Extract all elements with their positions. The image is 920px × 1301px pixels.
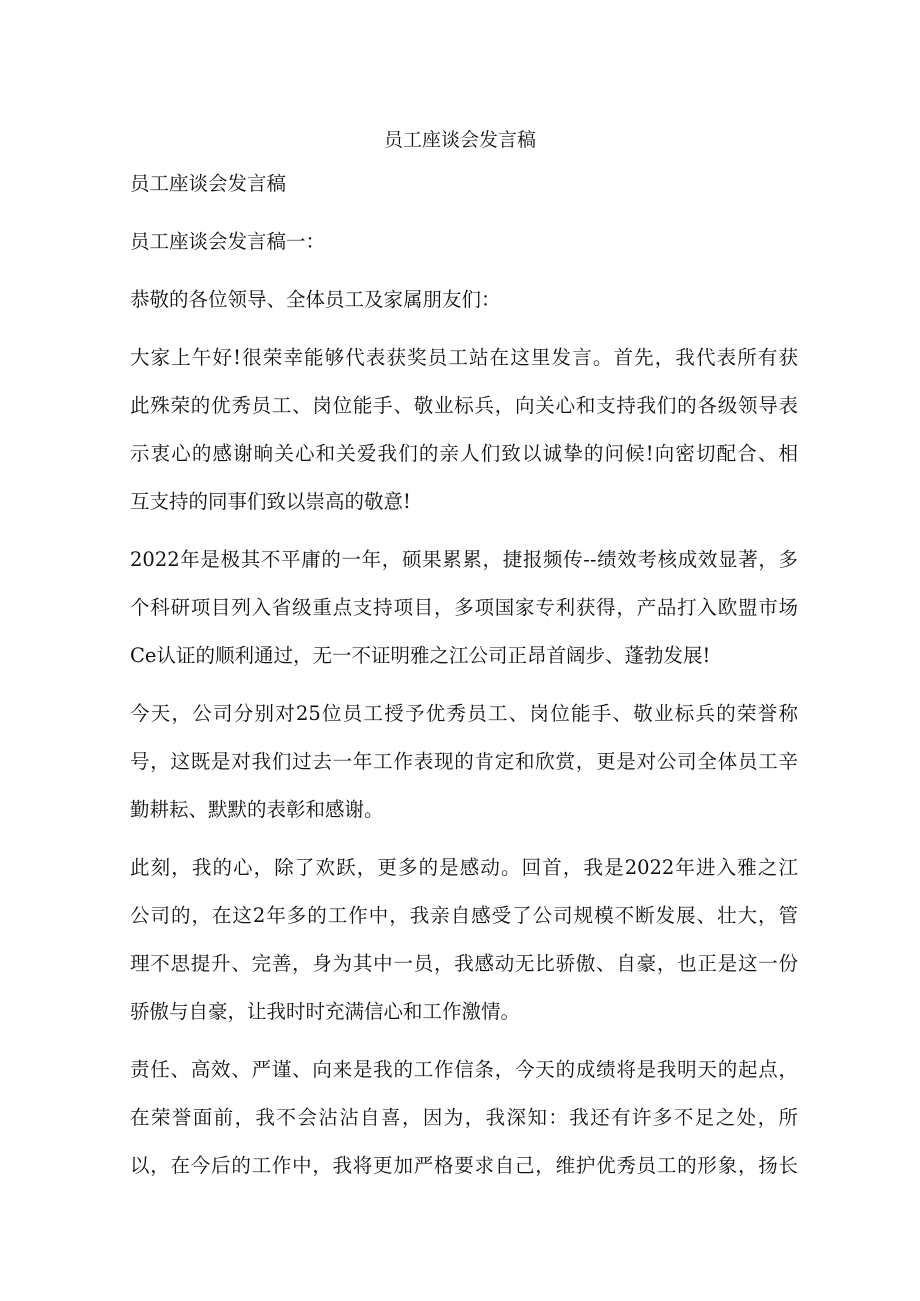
paragraph-line: 此刻，我的心，除了欢跃，更多的是感动。回首，我是2022年进入雅之江 [130, 856, 798, 879]
paragraph-line: 恭敬的各位领导、全体员工及家属朋友们： [130, 288, 501, 311]
paragraph [130, 166, 798, 214]
paragraph-line: 示衷心的感谢晌关心和关爱我们的亲人们致以诚挚的问候!向密切配合、相 [130, 442, 798, 465]
paragraph [130, 224, 798, 272]
paragraph-line: 个科研项目列入省级重点支持项目，多项国家专利获得，产品打入欧盟市场 [130, 596, 798, 619]
paragraph-line: 员工座谈会发言稿 [130, 172, 287, 195]
paragraph-line: 以，在今后的工作中，我将更加严格要求自己，维护优秀员工的形象，扬长 [130, 1154, 798, 1177]
paragraph-line: 员工座谈会发言稿一： [130, 230, 326, 253]
paragraph-line: 2022年是极其不平庸的一年，硕果累累，捷报频传--绩效考核成效显著，多 [130, 548, 798, 571]
paragraph-line: 号，这既是对我们过去一年工作表现的肯定和欣赏，更是对公司全体员工辛 [130, 750, 798, 773]
paragraph [130, 542, 798, 686]
paragraph [130, 340, 798, 532]
paragraph-line: Ce认证的顺利通过，无一不证明雅之江公司正昂首阔步、蓬勃发展! [130, 644, 711, 667]
paragraph-line: 公司的，在这2年多的工作中，我亲自感受了公司规模不断发展、壮大，管 [130, 904, 798, 927]
paragraph-line: 此殊荣的优秀员工、岗位能手、敬业标兵，向关心和支持我们的各级领导表 [130, 394, 798, 417]
paragraph-line: 责任、高效、严谨、向来是我的工作信条，今天的成绩将是我明天的起点， [130, 1058, 798, 1081]
paragraph [130, 282, 798, 330]
paragraph-line: 今天，公司分别对25位员工授予优秀员工、岗位能手、敬业标兵的荣誉称 [130, 702, 798, 725]
paragraph [130, 696, 798, 840]
paragraph-line: 理不思提升、完善，身为其中一员，我感动无比骄傲、自豪，也正是这一份 [130, 952, 798, 975]
document-body [130, 166, 798, 1196]
paragraph [130, 1052, 798, 1196]
paragraph-line: 互支持的同事们致以崇高的敬意! [130, 490, 411, 513]
paragraph-line: 大家上午好!很荣幸能够代表获奖员工站在这里发言。首先，我代表所有获 [130, 346, 798, 369]
paragraph [130, 850, 798, 1042]
document-title: 员工座谈会发言稿 [383, 129, 536, 151]
paragraph-line: 骄傲与自豪，让我时时充满信心和工作激情。 [130, 1000, 521, 1023]
paragraph-line: 在荣誉面前，我不会沾沾自喜，因为，我深知：我还有许多不足之处，所 [130, 1106, 798, 1129]
paragraph-line: 勤耕耘、默默的表彰和感谢。 [130, 798, 384, 821]
